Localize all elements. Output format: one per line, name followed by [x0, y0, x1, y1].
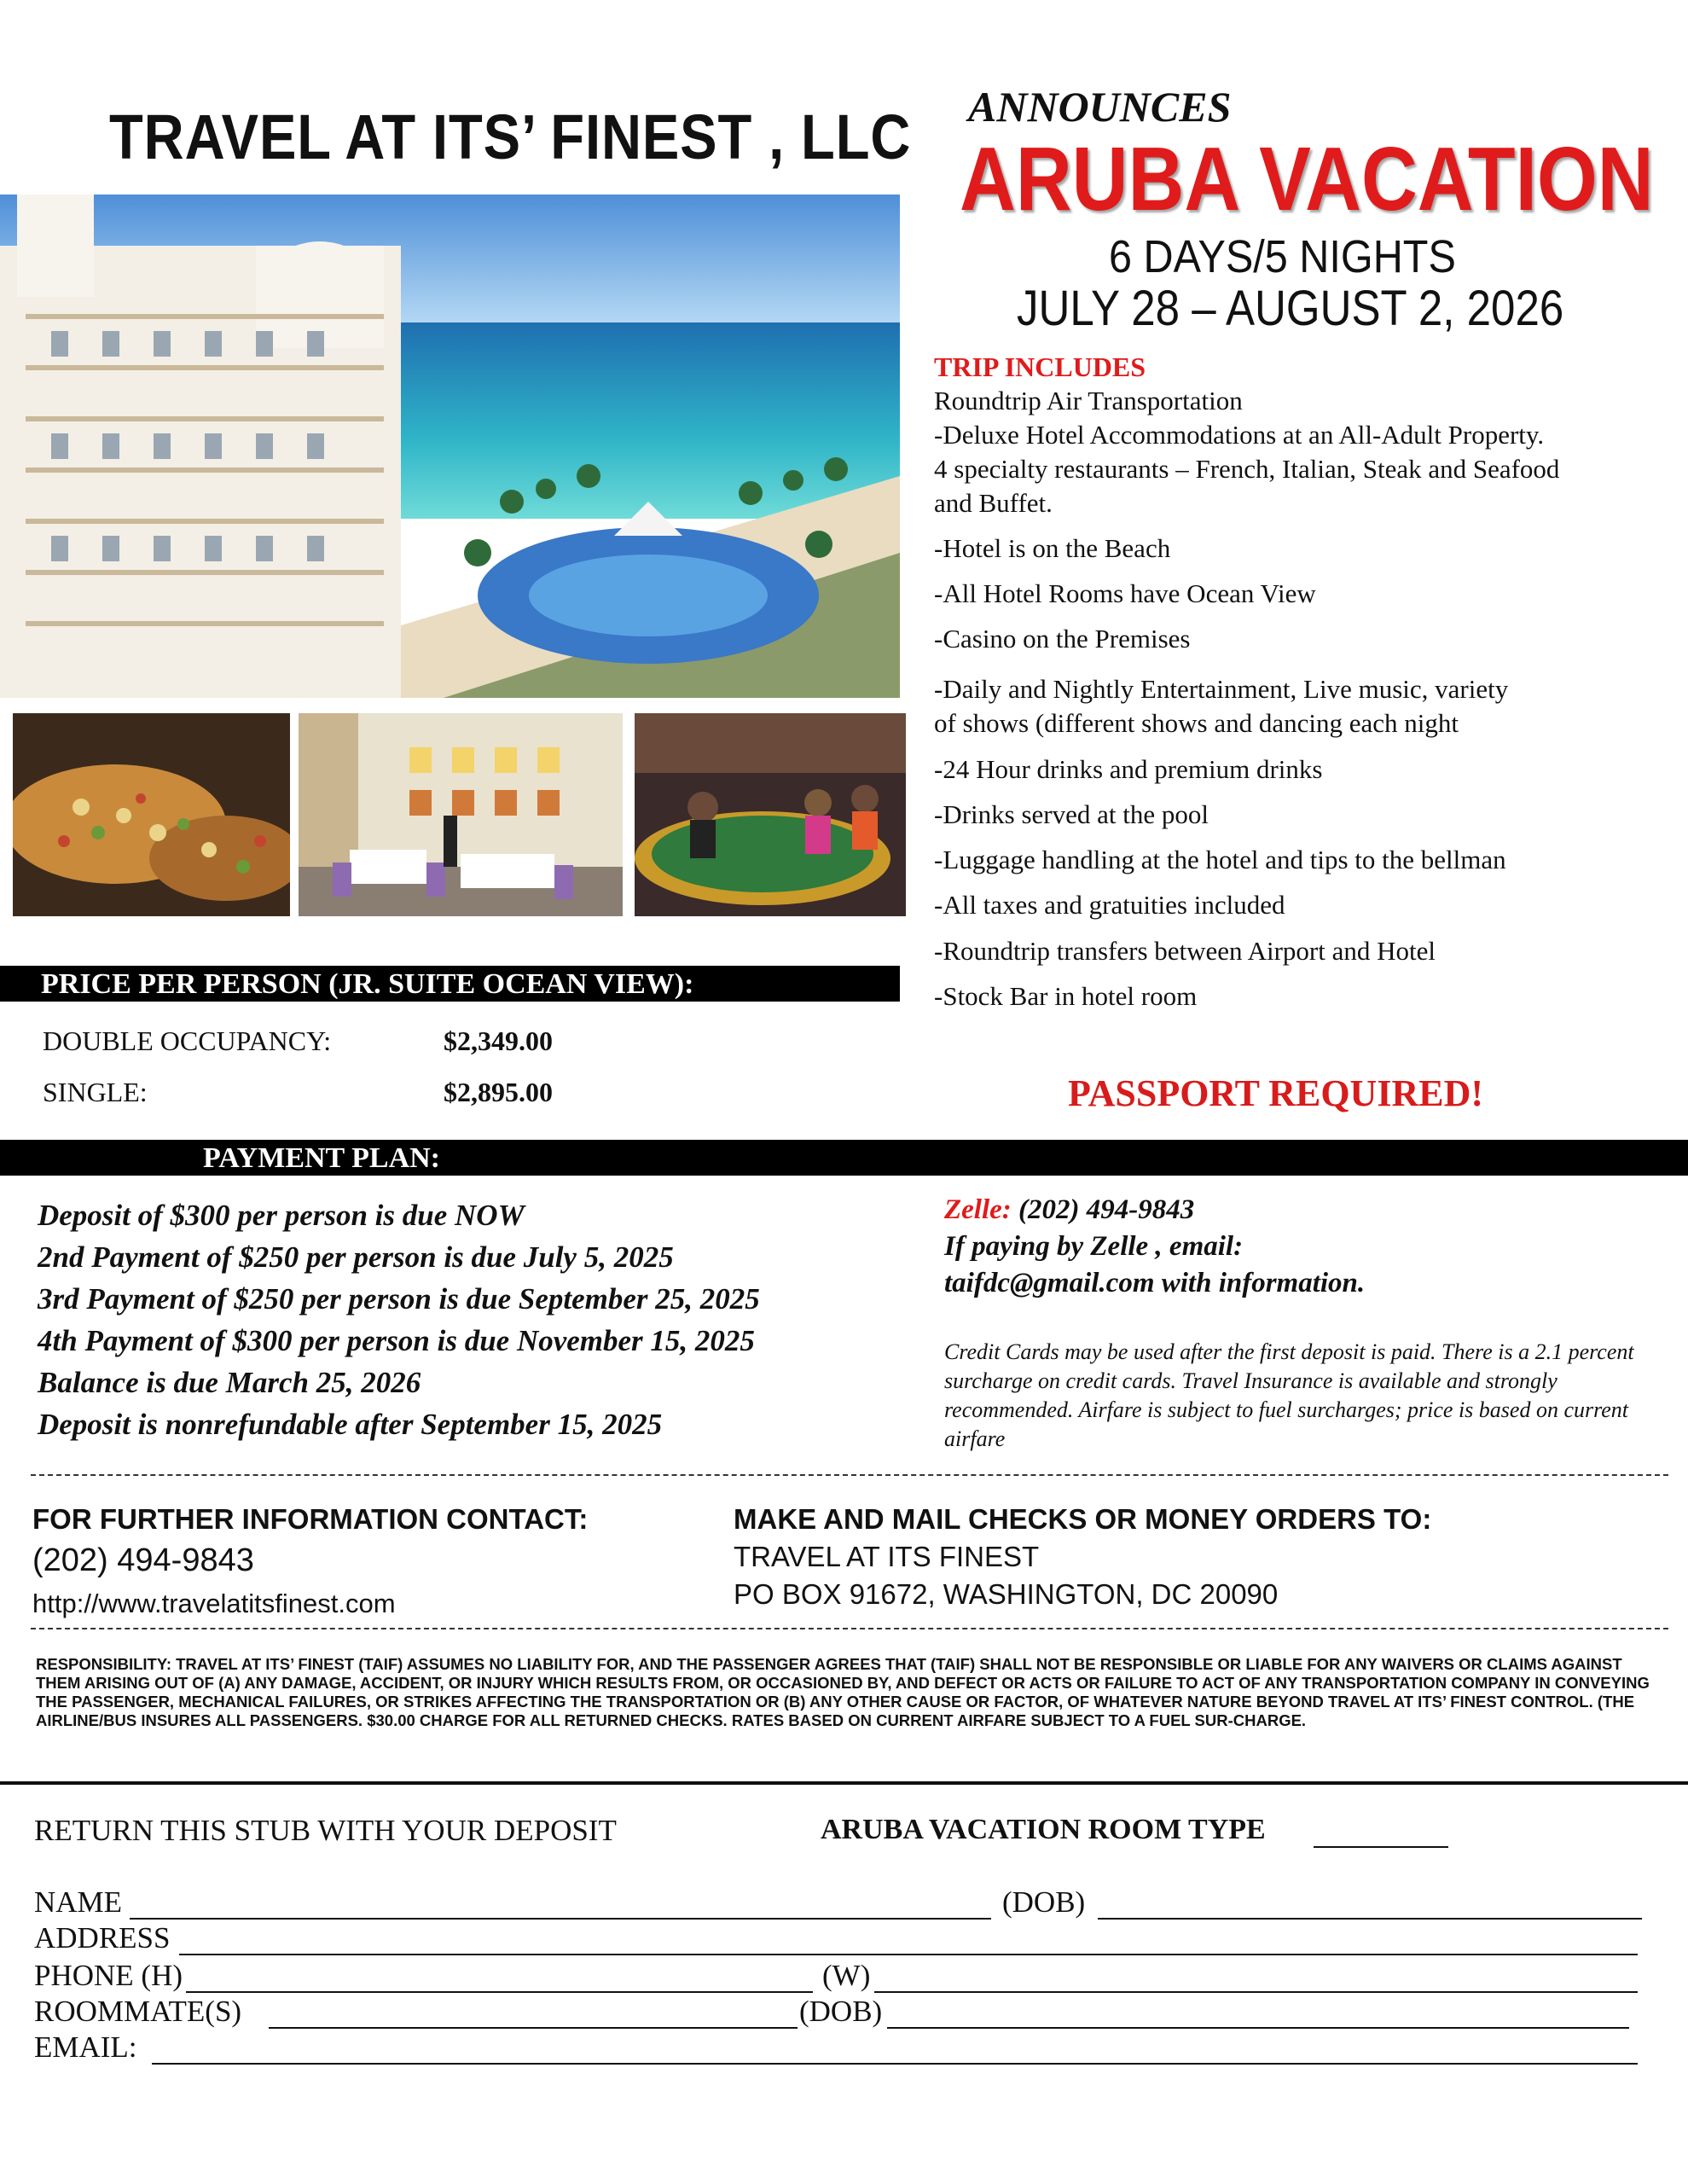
- roommate-dob-field[interactable]: [887, 2027, 1629, 2029]
- room-type-label: ARUBA VACATION ROOM TYPE: [821, 1814, 1266, 1845]
- single-label: SINGLE:: [43, 1077, 148, 1107]
- name-label: NAME: [34, 1885, 123, 1919]
- include-item: -Deluxe Hotel Accommodations at an All-Adult Property.: [934, 420, 1545, 450]
- casino-photo: [635, 713, 906, 916]
- contact-heading: FOR FURTHER INFORMATION CONTACT:: [32, 1503, 589, 1535]
- include-item: -Casino on the Premises: [934, 624, 1191, 653]
- include-item: and Buffet.: [934, 488, 1053, 518]
- include-item: -Roundtrip transfers between Airport and Hotel: [934, 936, 1436, 966]
- email-label: EMAIL:: [34, 2030, 137, 2064]
- include-item: -All taxes and gratuities included: [934, 890, 1285, 920]
- payment-line: 4th Payment of $300 per person is due November 15, 2025: [38, 1324, 755, 1357]
- dob-label: (DOB): [1002, 1885, 1086, 1919]
- phone-work-field[interactable]: [874, 1991, 1638, 1993]
- company-name: TRAVEL AT ITS’ FINEST , LLC: [109, 102, 912, 172]
- include-item: -All Hotel Rooms have Ocean View: [934, 578, 1316, 608]
- restaurant-photo: [299, 713, 623, 916]
- name-field[interactable]: [130, 1918, 991, 1920]
- hotel-photo: [0, 195, 900, 698]
- payment-line: Deposit of $300 per person is due NOW: [38, 1199, 525, 1232]
- buffet-photo-illustration: [13, 713, 290, 916]
- trip-duration: 6 DAYS/5 NIGHTS: [1109, 231, 1456, 282]
- credit-card-note: Credit Cards may be used after the first deposit is paid. There is a 2.1 percent surcharge on credit cards. Travel Insurance is available and strongly recommended. Airfare is subject to fuel surcharges; price is based on current airfare: [944, 1339, 1634, 1451]
- responsibility-disclaimer: RESPONSIBILITY: TRAVEL AT ITS’ FINEST (TAIF) ASSUMES NO LIABILITY FOR, AND THE PASSENGER AGREES THAT (TAIF) SHALL NOT BE RESPONSIBLE OR LIABLE FOR ANY WAIVERS OR CLAIMS AGAINST THEM ARISING OUT OF (A) ANY DAMAGE, ACCIDENT, OR INJURY WHICH RESULTS FROM, OR OCCASIONED BY, AND DEFECT OR ACTS OR FAILURE TO ACT OF ANY TRANSPORTATION COMPANY IN CONVEYING THE PASSENGER, MECHANICAL FAILURES, OR STRIKES AFFECTING THE TRANSPORTATION OR (B) ANY OTHER CAUSE OR FACTOR, OF WHATEVER NATURE BEYOND TRAVEL AT ITS’ FINEST CONTROL. (THE AIRLINE/BUS INSURES ALL PASSENGERS. $30.00 CHARGE FOR ALL RETURNED CHECKS. RATES BASED ON CURRENT AIRFARE SUBJECT TO A FUEL SUR-CHARGE.: [36, 1655, 1650, 1729]
- payment-line: 2nd Payment of $250 per person is due July 5, 2025: [38, 1240, 674, 1274]
- divider: [31, 1628, 1668, 1629]
- casino-photo-illustration: [635, 713, 906, 916]
- trip-dates: JULY 28 – AUGUST 2, 2026: [1017, 281, 1564, 336]
- phone-home-field[interactable]: [186, 1991, 813, 1993]
- double-price: $2,349.00: [444, 1025, 553, 1056]
- payment-header: PAYMENT PLAN:: [203, 1142, 440, 1174]
- mail-name: TRAVEL AT ITS FINEST: [734, 1541, 1040, 1572]
- zelle-phone: (202) 494-9843: [1011, 1194, 1195, 1225]
- email-field[interactable]: [152, 2063, 1638, 2065]
- payment-line: 3rd Payment of $250 per person is due September 25, 2025: [38, 1282, 760, 1316]
- contact-phone: (202) 494-9843: [32, 1542, 254, 1578]
- mail-address: PO BOX 91672, WASHINGTON, DC 20090: [734, 1578, 1279, 1610]
- include-item: -Hotel is on the Beach: [934, 533, 1171, 563]
- price-header-bar: [0, 966, 900, 1002]
- dob-field[interactable]: [1098, 1918, 1642, 1920]
- include-item: -Luggage handling at the hotel and tips to the bellman: [934, 845, 1506, 874]
- include-item: -Drinks served at the pool: [934, 799, 1209, 829]
- room-type-field[interactable]: [1314, 1846, 1448, 1848]
- mail-heading: MAKE AND MAIL CHECKS OR MONEY ORDERS TO:: [734, 1503, 1432, 1535]
- include-item: of shows (different shows and dancing each night: [934, 708, 1459, 738]
- stub-return-text: RETURN THIS STUB WITH YOUR DEPOSIT: [34, 1814, 617, 1847]
- zelle-email: taifdc@gmail.com with information.: [944, 1268, 1366, 1298]
- price-header: PRICE PER PERSON (JR. SUITE OCEAN VIEW):: [41, 968, 694, 1000]
- announces-label: ANNOUNCES: [968, 83, 1232, 131]
- zelle-instructions: If paying by Zelle , email:: [944, 1231, 1244, 1262]
- restaurant-photo-illustration: [299, 713, 623, 916]
- buffet-photo: [13, 713, 290, 916]
- address-label: ADDRESS: [34, 1921, 171, 1955]
- payment-line: Balance is due March 25, 2026: [38, 1366, 421, 1399]
- zelle-line: [944, 1194, 1194, 1226]
- payment-header-bar: [0, 1140, 1688, 1176]
- stub-separator: [0, 1781, 1688, 1785]
- include-item: -Stock Bar in hotel room: [934, 981, 1198, 1011]
- address-field[interactable]: [179, 1954, 1638, 1955]
- include-item: 4 specialty restaurants – French, Italian, Steak and Seafood: [934, 454, 1560, 484]
- divider: [31, 1474, 1668, 1476]
- trip-includes-title: TRIP INCLUDES: [934, 351, 1146, 382]
- roommates-field[interactable]: [269, 2027, 798, 2029]
- include-item: Roundtrip Air Transportation: [934, 386, 1243, 415]
- include-item: -Daily and Nightly Entertainment, Live music, variety: [934, 674, 1509, 704]
- double-label: DOUBLE OCCUPANCY:: [43, 1025, 332, 1056]
- passport-notice: PASSPORT REQUIRED!: [1068, 1072, 1484, 1114]
- zelle-label: Zelle:: [944, 1194, 1012, 1225]
- phone-home-label: PHONE (H): [34, 1959, 183, 1992]
- roommates-label: ROOMMATE(S): [34, 1995, 242, 2028]
- payment-line: Deposit is nonrefundable after September 15, 2025: [38, 1408, 663, 1441]
- trip-title: ARUBA VACATION: [960, 129, 1654, 229]
- phone-work-label: (W): [822, 1959, 871, 1992]
- roommate-dob-label: (DOB): [799, 1995, 883, 2028]
- include-item: -24 Hour drinks and premium drinks: [934, 754, 1323, 784]
- hotel-photo-illustration: [0, 195, 900, 698]
- contact-website: http://www.travelatitsfinest.com: [32, 1589, 396, 1618]
- single-price: $2,895.00: [444, 1077, 553, 1107]
